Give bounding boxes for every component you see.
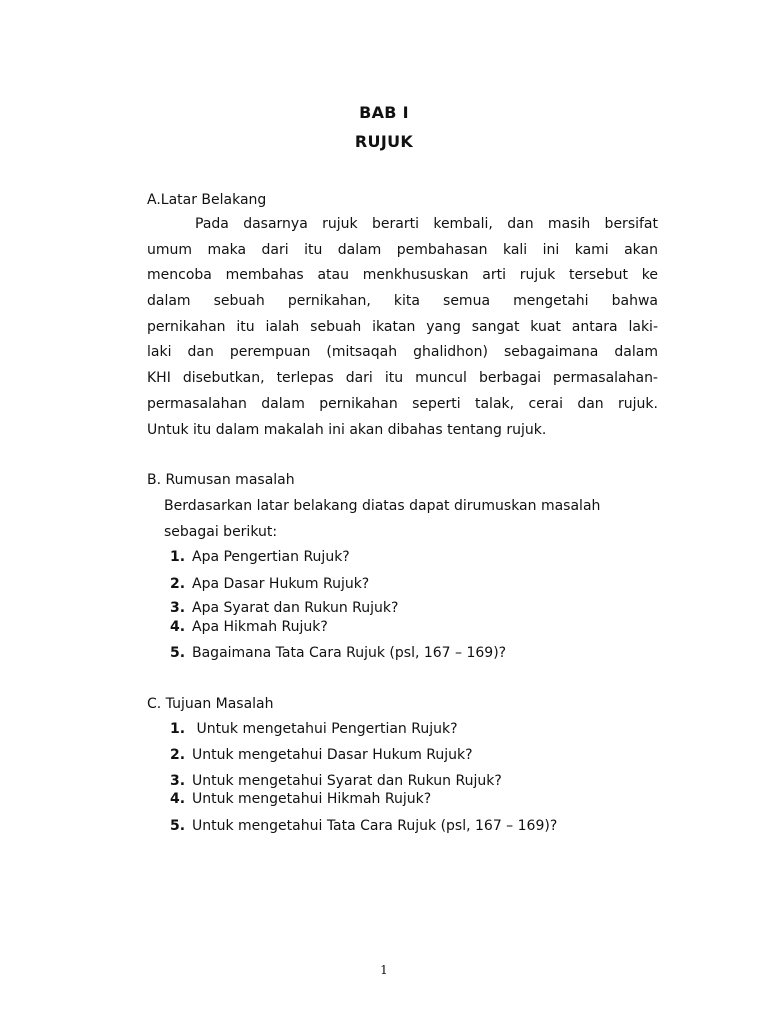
section-a-heading: A.Latar Belakang [147, 192, 267, 208]
list-item [170, 549, 350, 565]
paragraph-line: dalam sebuah pernikahan, kita semua mengetahi bahwa [147, 293, 658, 310]
list-text: Untuk mengetahui Pengertian Rujuk? [192, 721, 458, 737]
list-item [170, 818, 557, 834]
list-number: 4. [170, 791, 186, 807]
list-text: Apa Hikmah Rujuk? [192, 619, 328, 635]
list-item [170, 600, 398, 616]
paragraph-line: pernikahan itu ialah sebuah ikatan yang sangat kuat antara laki- [147, 318, 658, 335]
list-number: 2. [170, 576, 186, 592]
list-item [170, 619, 328, 635]
list-item [170, 773, 502, 789]
list-number: 3. [170, 773, 186, 789]
list-text: Apa Syarat dan Rukun Rujuk? [192, 600, 399, 616]
list-number: 5. [170, 645, 186, 661]
list-number: 1. [170, 721, 186, 737]
list-text: Untuk mengetahui Dasar Hukum Rujuk? [192, 747, 473, 763]
paragraph-line: Pada dasarnya rujuk berarti kembali, dan masih bersifat [195, 216, 658, 232]
list-text: Bagaimana Tata Cara Rujuk (psl, 167 – 169)? [192, 645, 507, 661]
paragraph-line: mencoba membahas atau menkhususkan arti rujuk tersebut ke [147, 267, 658, 284]
list-text: Apa Dasar Hukum Rujuk? [192, 576, 370, 592]
list-number: 2. [170, 747, 186, 763]
list-text: Untuk mengetahui Hikmah Rujuk? [192, 791, 432, 807]
paragraph-line: permasalahan dalam pernikahan seperti talak, cerai dan rujuk. [147, 395, 658, 412]
list-text: Untuk mengetahui Tata Cara Rujuk (psl, 167 – 169)? [192, 818, 558, 834]
page-number: 1 [380, 963, 388, 977]
section-b-intro-line: Berdasarkan latar belakang diatas dapat dirumuskan masalah [164, 498, 601, 514]
paragraph-line: KHI disebutkan, terlepas dari itu muncul berbagai permasalahan- [147, 370, 658, 387]
paragraph-line: laki dan perempuan (mitsaqah ghalidhon) sebagaimana dalam [147, 344, 658, 361]
section-a-paragraph [147, 212, 658, 443]
list-number: 5. [170, 818, 186, 834]
list-text: Apa Pengertian Rujuk? [192, 549, 350, 565]
list-number: 3. [170, 600, 186, 616]
chapter-title: RUJUK [354, 132, 414, 151]
list-number: 1. [170, 549, 186, 565]
list-item [170, 791, 431, 807]
list-item [170, 721, 458, 737]
paragraph-line: Untuk itu dalam makalah ini akan dibahas tentang rujuk. [147, 421, 547, 438]
section-b-intro-line: sebagai berikut: [164, 524, 278, 540]
list-item [170, 576, 369, 592]
chapter-label: BAB I [359, 103, 409, 122]
section-c-heading: C. Tujuan Masalah [147, 696, 274, 712]
list-item [170, 645, 506, 661]
list-item [170, 747, 473, 763]
list-text: Untuk mengetahui Syarat dan Rukun Rujuk? [192, 773, 502, 789]
section-b-heading: B. Rumusan masalah [147, 472, 295, 488]
list-number: 4. [170, 619, 186, 635]
paragraph-line: umum maka dari itu dalam pembahasan kali ini kami akan [147, 241, 658, 258]
